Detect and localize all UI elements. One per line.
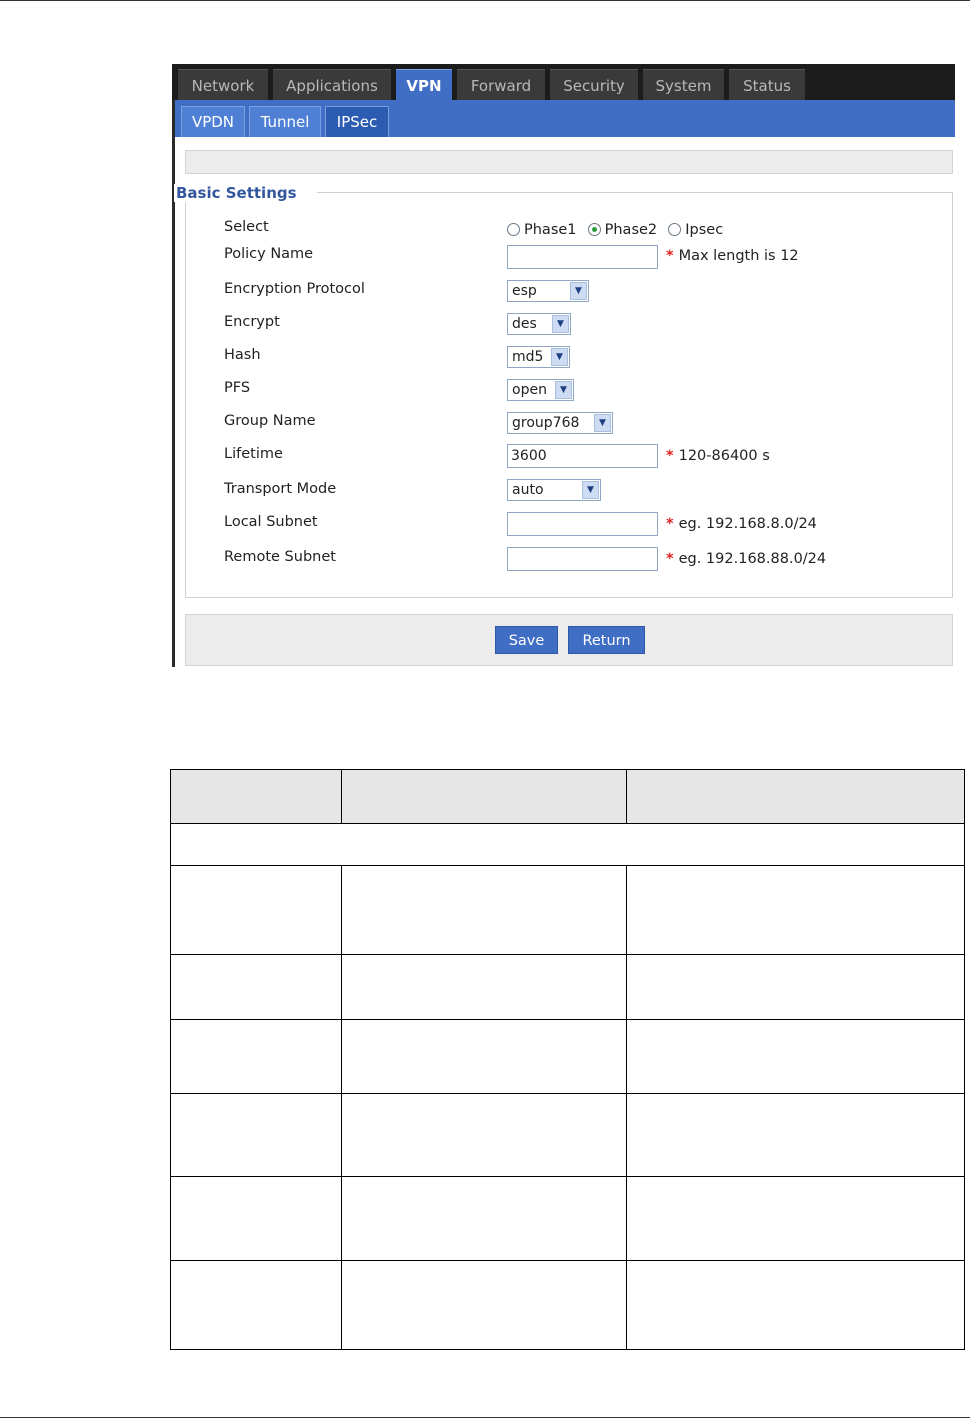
page-bottom-rule <box>0 1417 970 1418</box>
transport-mode-label: Transport Mode <box>224 481 337 497</box>
tab-network[interactable]: Network <box>178 69 268 100</box>
table-cell <box>342 955 627 1020</box>
table-row <box>171 1261 965 1350</box>
policy-name-hint <box>666 248 799 264</box>
page-top-rule <box>0 0 970 1</box>
lifetime-input[interactable] <box>507 444 658 468</box>
local-subnet-hint-text: eg. 192.168.8.0/24 <box>678 516 817 532</box>
table-cell <box>171 1020 342 1094</box>
tab-tunnel[interactable]: Tunnel <box>249 106 321 137</box>
hash-label: Hash <box>224 347 261 363</box>
table-header-row <box>171 770 965 824</box>
table-cell <box>342 1094 627 1177</box>
tab-forward[interactable]: Forward <box>457 69 545 100</box>
tab-vpdn[interactable]: VPDN <box>181 106 245 137</box>
encrypt-value: des <box>512 316 537 332</box>
local-subnet-label: Local Subnet <box>224 514 318 530</box>
save-button[interactable]: Save <box>495 626 558 654</box>
group-name-label: Group Name <box>224 413 316 429</box>
tab-status[interactable]: Status <box>729 69 805 100</box>
phase1-radio[interactable] <box>507 223 520 236</box>
router-config-screenshot <box>172 64 955 667</box>
select-label: Select <box>224 219 269 235</box>
table-row <box>171 1177 965 1261</box>
required-star: * <box>666 551 674 567</box>
encrypt-select[interactable] <box>507 313 571 335</box>
table-group-row <box>171 824 965 866</box>
table-cell <box>627 955 965 1020</box>
table-row <box>171 955 965 1020</box>
required-star: * <box>666 248 674 264</box>
remote-subnet-hint <box>666 551 826 567</box>
encryption-protocol-value: esp <box>512 283 537 299</box>
table-cell <box>627 1261 965 1350</box>
hash-select[interactable] <box>507 346 570 368</box>
encryption-protocol-label: Encryption Protocol <box>224 281 365 297</box>
chevron-down-icon[interactable]: ▼ <box>570 282 587 300</box>
basic-settings-legend: Basic Settings <box>174 184 317 202</box>
table-row <box>171 1020 965 1094</box>
chevron-down-icon[interactable]: ▼ <box>552 315 569 333</box>
lifetime-hint <box>666 448 770 464</box>
table-row <box>171 1094 965 1177</box>
required-star: * <box>666 516 674 532</box>
table-cell <box>171 955 342 1020</box>
table-cell <box>627 866 965 955</box>
remote-subnet-input[interactable] <box>507 547 658 571</box>
lifetime-hint-text: 120-86400 s <box>678 448 770 464</box>
phase-radio-group <box>507 219 729 238</box>
phase2-radio[interactable] <box>588 223 601 236</box>
table-group-cell <box>171 824 965 866</box>
table-cell <box>342 1177 627 1261</box>
chevron-down-icon[interactable]: ▼ <box>582 481 599 499</box>
tab-security[interactable]: Security <box>550 69 638 100</box>
table-header-cell <box>342 770 627 824</box>
sub-nav <box>175 100 955 137</box>
remote-subnet-label: Remote Subnet <box>224 549 336 565</box>
group-name-value: group768 <box>512 415 580 431</box>
table-header-cell <box>627 770 965 824</box>
table-cell <box>171 1261 342 1350</box>
table-cell <box>342 1261 627 1350</box>
button-bar <box>185 614 953 666</box>
table-cell <box>171 1094 342 1177</box>
encryption-protocol-select[interactable] <box>507 280 589 302</box>
required-star: * <box>666 448 674 464</box>
transport-mode-value: auto <box>512 482 544 498</box>
pfs-value: open <box>512 382 547 398</box>
chevron-down-icon[interactable]: ▼ <box>594 414 611 432</box>
table-cell <box>171 866 342 955</box>
pfs-label: PFS <box>224 380 251 396</box>
table-cell <box>342 866 627 955</box>
tab-vpn[interactable]: VPN <box>396 69 452 100</box>
table-cell <box>342 1020 627 1094</box>
table-row <box>171 866 965 955</box>
policy-name-label: Policy Name <box>224 246 314 262</box>
table-cell <box>627 1094 965 1177</box>
parameter-table <box>170 769 965 1350</box>
lifetime-label: Lifetime <box>224 446 283 462</box>
table-cell <box>627 1020 965 1094</box>
return-button[interactable]: Return <box>568 626 645 654</box>
ipsec-radio[interactable] <box>668 223 681 236</box>
panel-edge <box>172 64 175 667</box>
hash-value: md5 <box>512 349 544 365</box>
remote-subnet-hint-text: eg. 192.168.88.0/24 <box>678 551 827 567</box>
ipsec-label: Ipsec <box>685 221 724 238</box>
local-subnet-hint <box>666 516 817 532</box>
phase2-label: Phase2 <box>604 221 658 238</box>
table-header-cell <box>171 770 342 824</box>
info-bar <box>185 150 953 174</box>
tab-system[interactable]: System <box>643 69 724 100</box>
policy-name-input[interactable] <box>507 245 658 269</box>
encrypt-label: Encrypt <box>224 314 280 330</box>
tab-ipsec[interactable]: IPSec <box>325 106 389 137</box>
table-cell <box>627 1177 965 1261</box>
pfs-select[interactable] <box>507 379 574 401</box>
transport-mode-select[interactable] <box>507 479 601 501</box>
group-name-select[interactable] <box>507 412 613 434</box>
policy-name-hint-text: Max length is 12 <box>678 248 799 264</box>
table-cell <box>171 1177 342 1261</box>
chevron-down-icon[interactable]: ▼ <box>555 381 572 399</box>
main-nav <box>172 64 955 100</box>
chevron-down-icon[interactable]: ▼ <box>551 348 568 366</box>
phase1-label: Phase1 <box>524 221 577 238</box>
local-subnet-input[interactable] <box>507 512 658 536</box>
tab-applications[interactable]: Applications <box>273 69 391 100</box>
